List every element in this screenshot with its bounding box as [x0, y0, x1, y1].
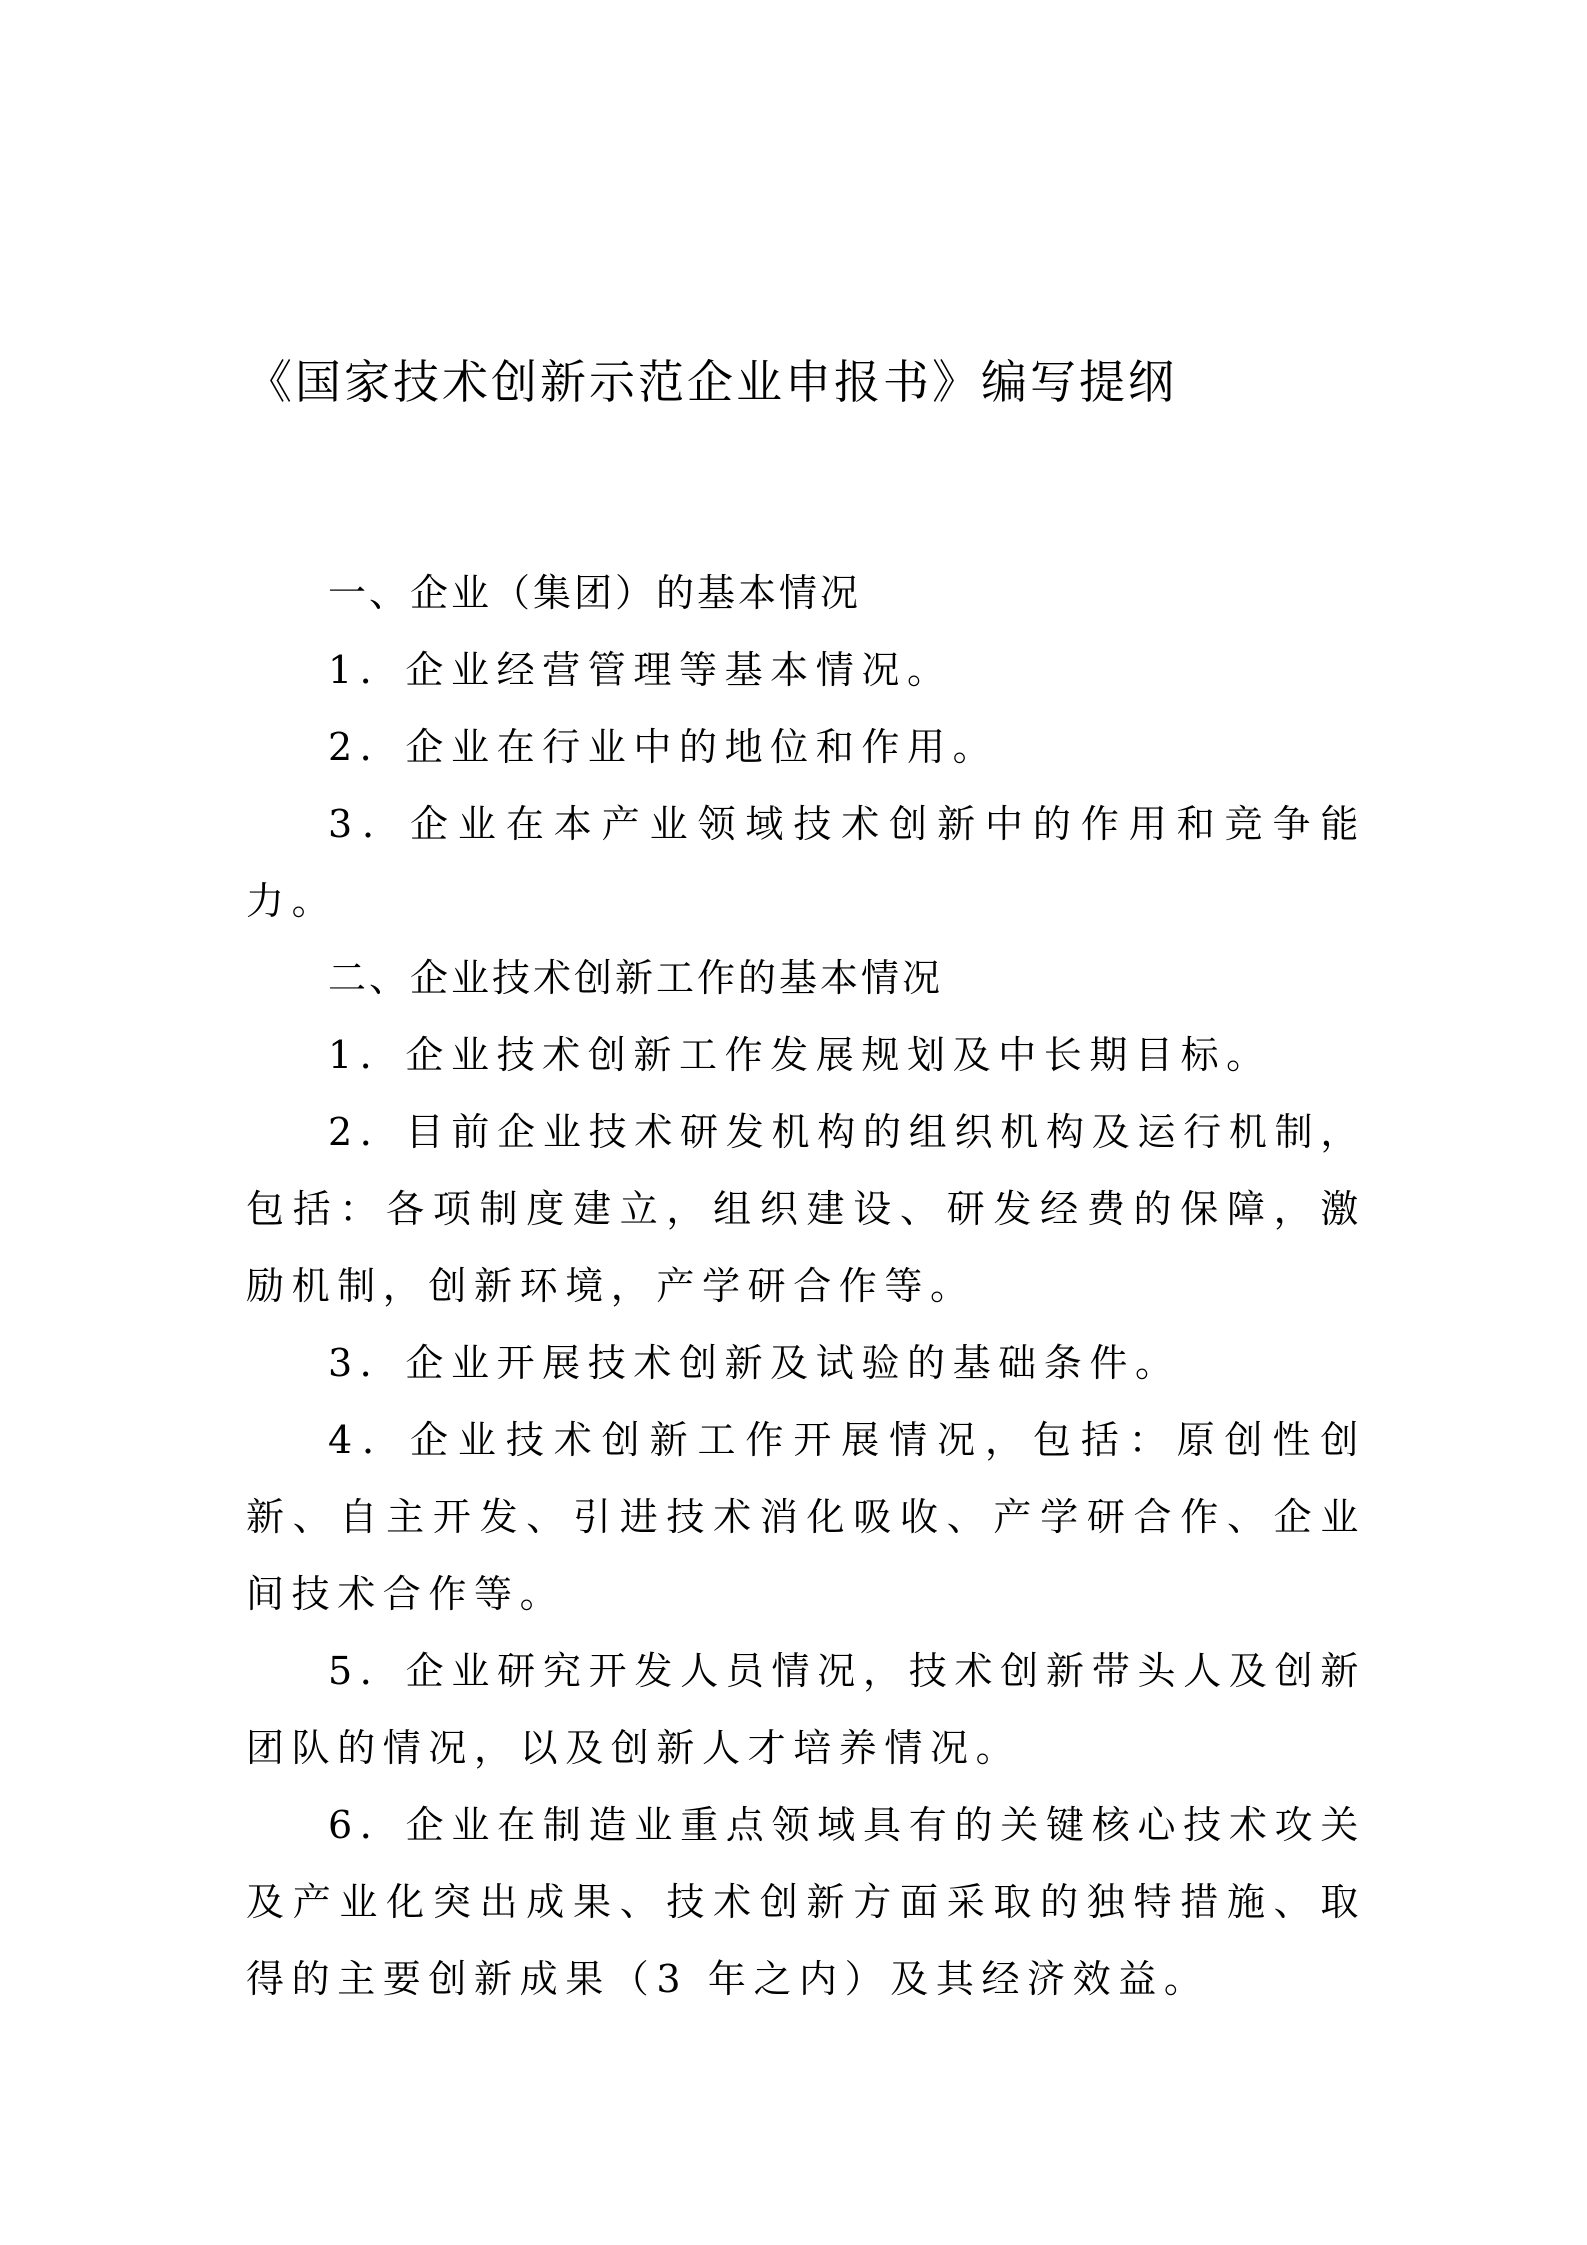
section-1-item-3: 3．企业在本产业领域技术创新中的作用和竞争能力。 [246, 802, 1366, 923]
section-heading-1: 一、企业（集团）的基本情况 [328, 571, 862, 615]
section-2-item-5: 5．企业研究开发人员情况，技术创新带头人及创新团队的情况，以及创新人才培养情况。 [246, 1649, 1366, 1770]
section-2-item-1: 1．企业技术创新工作发展规划及中长期目标。 [328, 1033, 1272, 1077]
section-heading-2: 二、企业技术创新工作的基本情况 [328, 956, 944, 1000]
section-2-item-2: 2．目前企业技术研发机构的组织机构及运行机制，包括：各项制度建立，组织建设、研发经费的保障，激励机制，创新环境，产学研合作等。 [246, 1110, 1366, 1308]
section-2-item-3: 3．企业开展技术创新及试验的基础条件。 [328, 1341, 1181, 1385]
section-1-item-1: 1．企业经营管理等基本情况。 [328, 648, 953, 692]
document-title: 《国家技术创新示范企业申报书》编写提纲 [246, 355, 1177, 409]
section-2-item-6: 6．企业在制造业重点领域具有的关键核心技术攻关及产业化突出成果、技术创新方面采取的独特措施、取得的主要创新成果（3 年之内）及其经济效益。 [246, 1803, 1366, 2001]
section-2-item-4: 4．企业技术创新工作开展情况，包括：原创性创新、自主开发、引进技术消化吸收、产学研合作、企业间技术合作等。 [246, 1418, 1366, 1616]
document-body [246, 555, 1366, 2018]
section-1-item-2: 2．企业在行业中的地位和作用。 [328, 725, 999, 769]
